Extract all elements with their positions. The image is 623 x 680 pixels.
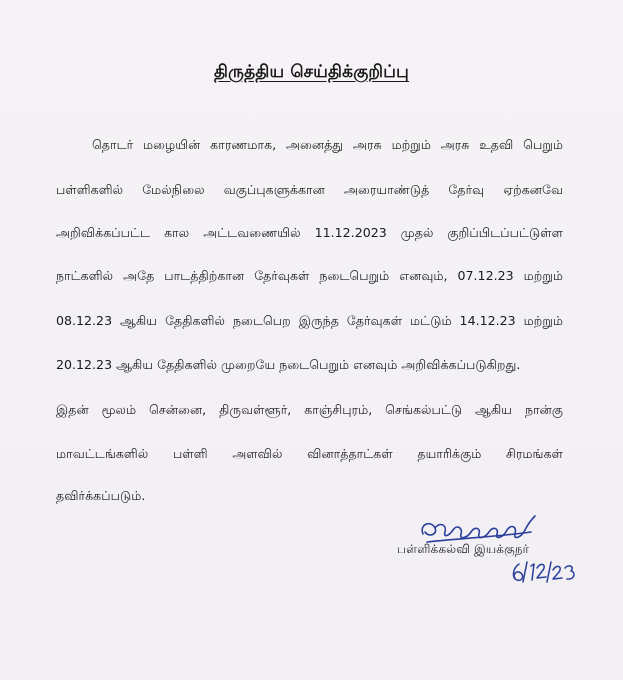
body-line-3: அறிவிக்கப்பட்ட கால அட்டவணையில் 11.12.2023 முதல் குறிப்பிடப்பட்டுள்ள	[56, 225, 563, 240]
body-line-8: மாவட்டங்களில் பள்ளி அளவில் வினாத்தாட்கள் தயாரிக்கும் சிரமங்கள்	[56, 446, 563, 461]
handwritten-date	[513, 562, 574, 582]
signatory-designation: பள்ளிக்கல்வி இயக்குநர்	[397, 542, 530, 556]
body-line-9: தவிர்க்கப்படும்.	[56, 488, 146, 503]
document-title: திருத்திய செய்திக்குறிப்பு	[214, 62, 409, 82]
body-line-7: இதன் மூலம் சென்னை, திருவள்ளூர், காஞ்சிபுரம், செங்கல்பட்டு ஆகிய நான்கு	[56, 402, 563, 417]
body-line-6: 20.12.23 ஆகிய தேதிகளில் முறையே நடைபெறும் எனவும் அறிவிக்கப்படுகிறது.	[56, 357, 521, 372]
body-line-4: நாட்களில் அதே பாடத்திற்கான தேர்வுகள் நடைபெறும் எனவும், 07.12.23 மற்றும்	[56, 268, 563, 283]
body-line-2: பள்ளிகளில் மேல்நிலை வகுப்புகளுக்கான அரையாண்டுத் தேர்வு ஏற்கனவே	[56, 182, 563, 197]
body-line-1: தொடர் மழையின் காரணமாக, அனைத்து அரசு மற்றும் அரசு உதவி பெறும்	[92, 137, 563, 152]
body-line-5: 08.12.23 ஆகிய தேதிகளில் நடைபெற இருந்த தேர்வுகள் மட்டும் 14.12.23 மற்றும்	[56, 313, 563, 328]
